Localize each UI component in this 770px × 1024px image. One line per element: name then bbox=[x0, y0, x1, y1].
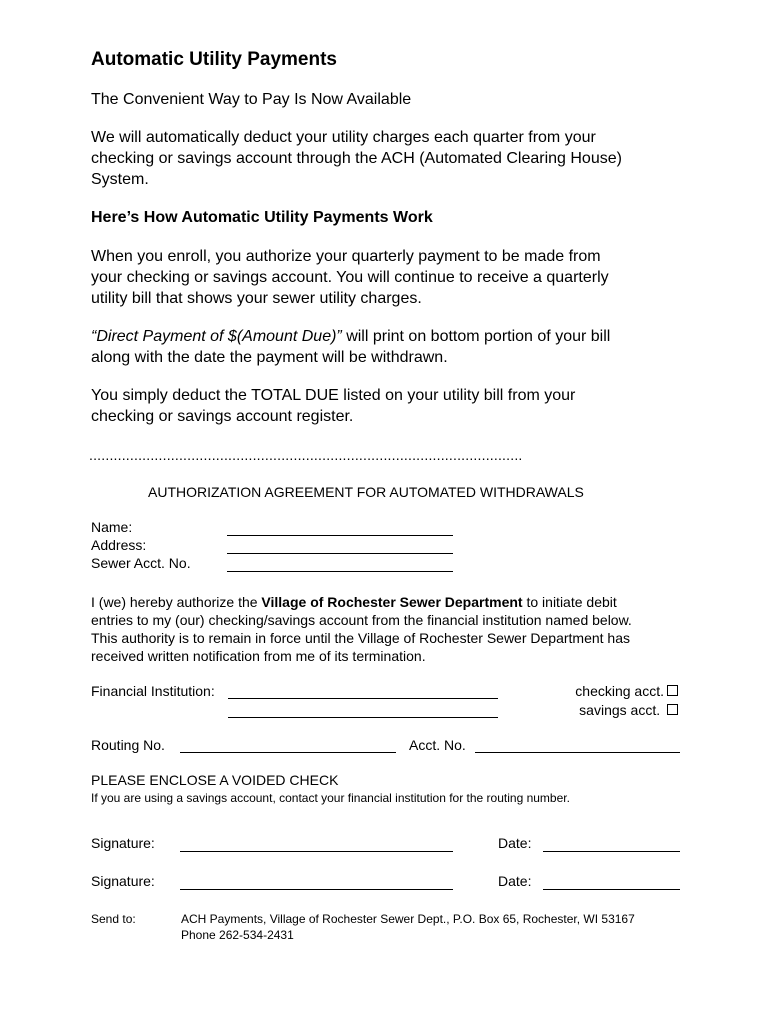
name-field[interactable] bbox=[227, 535, 453, 536]
savings-option[interactable] bbox=[579, 702, 678, 720]
financial-institution-field-2[interactable] bbox=[228, 717, 498, 718]
direct-line bbox=[91, 326, 610, 347]
direct-line: along with the date the payment will be withdrawn. bbox=[91, 349, 448, 366]
financial-institution-label: Financial Institution: bbox=[91, 683, 215, 699]
signature-label-2: Signature: bbox=[91, 873, 155, 889]
enroll-line: When you enroll, you authorize your quarterly payment to be made from bbox=[91, 248, 601, 265]
auth-line: received written notification from me of its termination. bbox=[91, 648, 426, 664]
acct-label: Acct. No. bbox=[409, 737, 466, 753]
intro-line: We will automatically deduct your utility charges each quarter from your bbox=[91, 129, 596, 146]
acct-field[interactable] bbox=[475, 752, 680, 753]
date-field-1[interactable] bbox=[543, 851, 680, 852]
date-field-2[interactable] bbox=[543, 889, 680, 890]
subtitle: The Convenient Way to Pay Is Now Available bbox=[91, 91, 412, 108]
routing-label: Routing No. bbox=[91, 737, 165, 753]
checking-checkbox[interactable] bbox=[667, 685, 678, 696]
voided-check-notice: PLEASE ENCLOSE A VOIDED CHECK bbox=[91, 772, 339, 788]
dotted-separator: .......................................................................................................... bbox=[89, 447, 523, 463]
sewer-acct-field[interactable] bbox=[227, 571, 453, 572]
address-label: Address: bbox=[91, 537, 147, 553]
name-label: Name: bbox=[91, 519, 133, 535]
sewer-acct-label: Sewer Acct. No. bbox=[91, 555, 191, 571]
page-title: Automatic Utility Payments bbox=[91, 49, 337, 70]
how-heading: Here’s How Automatic Utility Payments Work bbox=[91, 209, 433, 226]
checking-label: checking acct. bbox=[575, 683, 664, 699]
deduct-line: You simply deduct the TOTAL DUE listed on your utility bill from your bbox=[91, 387, 576, 404]
direct-rest: will print on bottom portion of your bill bbox=[341, 328, 611, 345]
financial-institution-field[interactable] bbox=[228, 698, 498, 699]
signature-field-2[interactable] bbox=[180, 889, 453, 890]
savings-label: savings acct. bbox=[579, 702, 661, 718]
auth-line: This authority is to remain in force until the Village of Rochester Sewer Department has bbox=[91, 630, 630, 646]
agreement-heading: AUTHORIZATION AGREEMENT FOR AUTOMATED WITHDRAWALS bbox=[148, 484, 584, 500]
auth-line: entries to my (our) checking/savings account from the financial institution named below. bbox=[91, 612, 632, 628]
deduct-line: checking or savings account register. bbox=[91, 408, 354, 425]
auth-post: to initiate debit bbox=[522, 594, 617, 610]
routing-field[interactable] bbox=[180, 752, 396, 753]
enroll-line: utility bill that shows your sewer utility charges. bbox=[91, 290, 422, 307]
address-field[interactable] bbox=[227, 553, 453, 554]
date-label-2: Date: bbox=[498, 873, 532, 889]
send-to-phone: Phone 262-534-2431 bbox=[181, 928, 294, 942]
signature-label-1: Signature: bbox=[91, 835, 155, 851]
auth-bold: Village of Rochester Sewer Department bbox=[261, 594, 523, 610]
signature-field-1[interactable] bbox=[180, 851, 453, 852]
auth-pre: I (we) hereby authorize the bbox=[91, 594, 262, 610]
savings-checkbox[interactable] bbox=[667, 704, 678, 715]
checking-option[interactable] bbox=[575, 683, 678, 701]
savings-routing-note: If you are using a savings account, contact your financial institution for the routing number. bbox=[91, 791, 570, 805]
date-label-1: Date: bbox=[498, 835, 532, 851]
enroll-line: your checking or savings account. You will continue to receive a quarterly bbox=[91, 269, 609, 286]
intro-line: checking or savings account through the ACH (Automated Clearing House) bbox=[91, 150, 622, 167]
send-to-address: ACH Payments, Village of Rochester Sewer Dept., P.O. Box 65, Rochester, WI 53167 bbox=[181, 912, 635, 926]
intro-line: System. bbox=[91, 171, 149, 188]
direct-italic: “Direct Payment of $(Amount Due)” bbox=[91, 328, 342, 345]
send-to-label: Send to: bbox=[91, 912, 136, 926]
auth-line bbox=[91, 594, 617, 612]
